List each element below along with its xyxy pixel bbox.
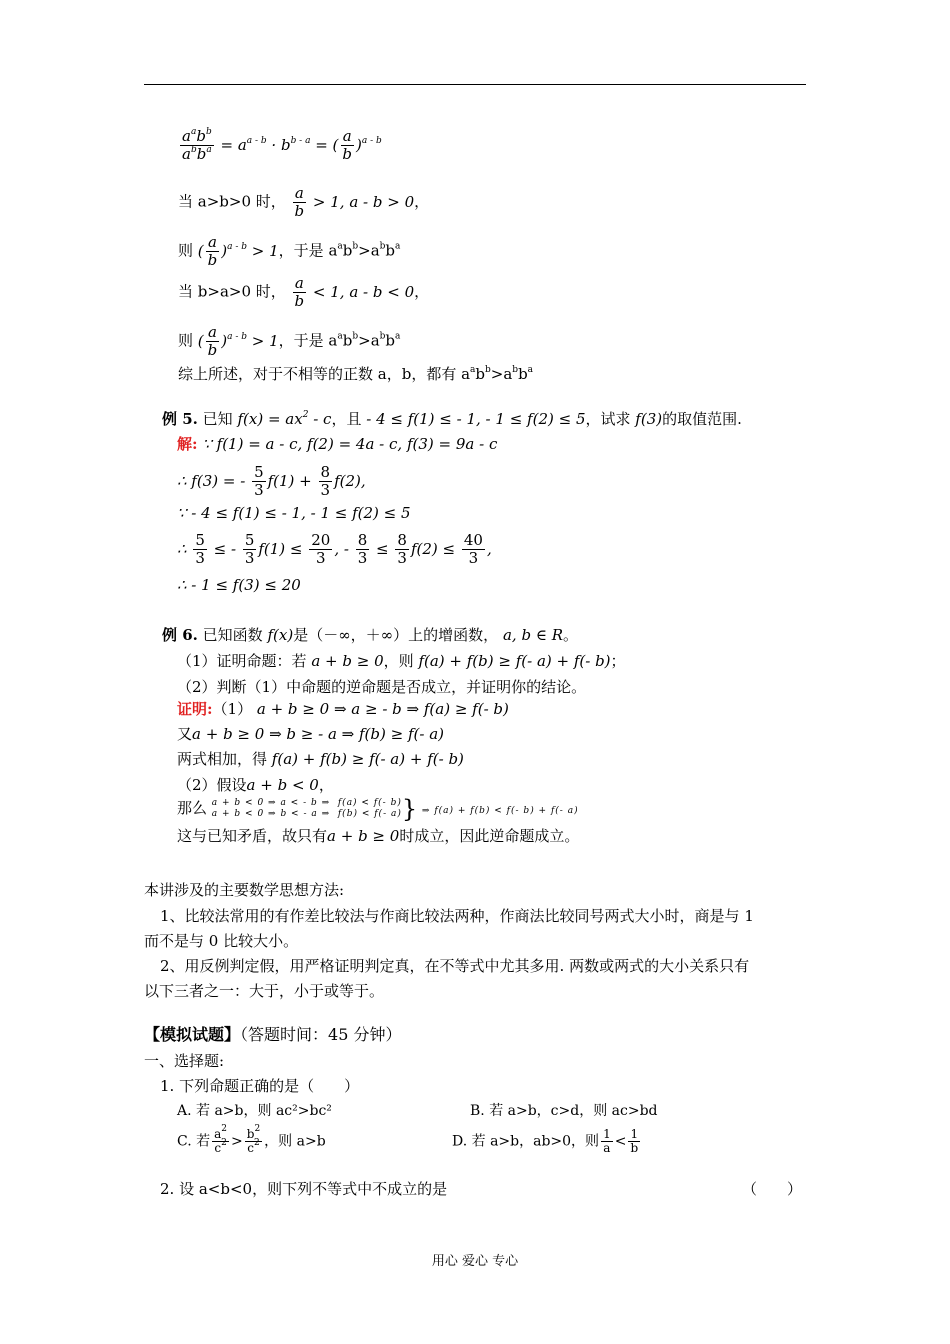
case2-then: 则 ( $\frac{a}{b}$ )$^{a - b}$ > 1，于是 $a^ab^b>a^bb^a$ — [178, 323, 401, 359]
example6-assume: （2）假设a + b < 0， — [177, 776, 334, 794]
proof1-num: （1） — [212, 700, 253, 718]
conclusion-text: 综上所述，对于不相等的正数 a，b，都有 a — [178, 365, 471, 383]
example5-and: ，且 — [331, 410, 362, 428]
q1-d-prefix: D. 若 a>b，ab>0，则 — [452, 1133, 600, 1150]
proof-label: 证明: — [177, 700, 213, 718]
q1-option-c: C. 若 $\frac{a^2}{c^2}$ > $\frac{b^2}{c^2}$ ，则 a>b — [177, 1124, 326, 1155]
example6-proof1: 证明:（1） a + b ≥ 0 ⇒ a ≥ - b ⇒ f(a) ≥ f(- b) — [177, 700, 509, 718]
add-text: 两式相加，得 — [177, 750, 268, 768]
example6-item2 — [177, 677, 586, 697]
then-word: 那么 — [177, 799, 208, 817]
example6-item1: （1）证明命题：若 a + b ≥ 0，则 f(a) + f(b) ≥ f(- a) + f(- b)； — [177, 652, 626, 670]
q1-c-suffix: ，则 a>b — [264, 1133, 326, 1150]
conclusion-line: 综上所述，对于不相等的正数 a，b，都有 $a^ab^b>a^bb^a$ — [178, 365, 534, 383]
case2-line: 当 b>a>0 时， $\frac{a}{b}$ < 1, a - b < 0， — [178, 274, 430, 310]
also-text: 又 — [177, 725, 193, 743]
example6-statement: 例 6. 已知函数 f(x)是（－∞，＋∞）上的增函数， a, b ∈ R。 — [162, 626, 578, 644]
case1-prefix: 当 a>b>0 时， — [178, 192, 286, 211]
example5-step3: ∴ $\frac{5}{3}$ ≤ - $\frac{5}{3}$ f(1) ≤ $\frac{20}{3}$ , - $\frac{8}{3}$ ≤ $\frac{8}{3}$ f(2) ≤ $\frac{40}{3}$ , — [177, 531, 492, 567]
q2-text: 2. 设 a<b<0，则下列不等式中不成立的是 — [160, 1180, 448, 1198]
example6-is: 是（－∞，＋∞）上的增函数， — [293, 626, 499, 644]
then-label: 则 — [178, 241, 194, 260]
example5-label: 例 5. — [162, 410, 198, 428]
solution-label: 解: — [177, 435, 198, 453]
example6-then: 那么 a + b < 0 ⇒ a < - b ⇒ f(a) < f(- b) a + b < 0 ⇒ b < - a ⇒ f(b) < f(- a) } ⇒ f(a) + f(b) < f(- b) + f(- a) — [177, 795, 579, 823]
case2-prefix: 当 b>a>0 时， — [178, 282, 286, 301]
contradiction-a: 这与已知矛盾，故只有 — [177, 827, 328, 845]
item1-then: ，则 — [383, 652, 414, 670]
q1-c-prefix: C. 若 — [177, 1133, 211, 1150]
example6-add: 两式相加，得 f(a) + f(b) ≥ f(- a) + f(- b) — [177, 750, 464, 768]
case1-then: 则 ( $\frac{a}{b}$ )$^{a - b}$ > 1，于是 $a^ab^b>a^bb^a$ — [178, 233, 401, 269]
example6-label: 例 6. — [162, 626, 198, 644]
case1-line: 当 a>b>0 时， $\frac{a}{b}$ > 1, a - b > 0， — [178, 184, 430, 220]
item1-text: （1）证明命题：若 — [177, 652, 307, 670]
example5-ask: ，试求 — [585, 410, 631, 428]
q1-option-d: D. 若 a>b，ab>0，则 $\frac{1}{a}$ < $\frac{1}{b}$ — [452, 1127, 639, 1155]
example5-intro: 已知 — [202, 410, 233, 428]
assume-text: （2）假设 — [177, 776, 247, 794]
quiz-time: （答题时间：45 分钟） — [240, 1025, 402, 1044]
summary-p1-line1: 1、比较法常用的有作差比较法与作商比较法两种，作商法比较同号两式大小时，商是与 1 — [160, 907, 754, 925]
header-rule — [144, 84, 806, 85]
q1-option-b: B. 若 a>b，c>d，则 ac>bd — [470, 1103, 658, 1119]
example5-result: ∴ - 1 ≤ f(3) ≤ 20 — [177, 576, 301, 594]
summary-p2-line1: 2、用反例判定假，用严格证明判定真，在不等式中尤其多用. 两数或两式的大小关系只有 — [160, 957, 750, 975]
page-footer: 用心 爱心 专心 — [431, 1254, 519, 1269]
summary-p2-line2: 以下三者之一：大于，小于或等于。 — [144, 982, 385, 1000]
contradiction-b: 时成立，因此逆命题成立。 — [399, 827, 580, 845]
example6-also: 又a + b ≥ 0 ⇒ b ≥ - a ⇒ f(b) ≥ f(- a) — [177, 725, 445, 743]
quiz-heading: 【模拟试题】 — [144, 1025, 241, 1044]
item2-text: （2）判断（1）中命题的逆命题是否成立，并证明你的结论。 — [177, 678, 587, 696]
quiz-heading-line — [144, 1025, 401, 1045]
q2-answer-paren: （ ） — [742, 1180, 803, 1198]
example5-step2: ∵ - 4 ≤ f(1) ≤ - 1, - 1 ≤ f(2) ≤ 5 — [177, 504, 411, 522]
quotient-formula: $\frac{a^ab^b}{a^bb^a}$ = $a^{a - b} \cdot b^{b - a}$ = ( $\frac{a}{b}$ )$^{a - b}$ — [182, 127, 382, 163]
example5-tail: 的取值范围. — [662, 410, 742, 428]
q1-text: 1. 下列命题正确的是（ ） — [160, 1077, 360, 1095]
quiz-section: 一、选择题: — [144, 1052, 225, 1070]
example5-step1: ∴ f(3) = - $\frac{5}{3}$ f(1) + $\frac{8}{3}$ f(2), — [177, 463, 366, 499]
example5-statement: 例 5. 已知 $f(x) = ax^2 - c$，且 - 4 ≤ f(1) ≤ - 1, - 1 ≤ f(2) ≤ 5，试求 f(3)的取值范围. — [162, 410, 742, 428]
example6-contradiction: 这与已知矛盾，故只有a + b ≥ 0时成立，因此逆命题成立。 — [177, 827, 580, 845]
example5-solution: 解: ∵ f(1) = a - c, f(2) = 4a - c, f(3) = 9a - c — [177, 435, 498, 453]
summary-p1-line2: 而不是与 0 比较大小。 — [144, 932, 299, 950]
example6-intro: 已知函数 — [202, 626, 263, 644]
summary-title: 本讲涉及的主要数学思想方法: — [144, 881, 345, 899]
q1-option-a: A. 若 a>b，则 ac²>bc² — [177, 1103, 332, 1119]
